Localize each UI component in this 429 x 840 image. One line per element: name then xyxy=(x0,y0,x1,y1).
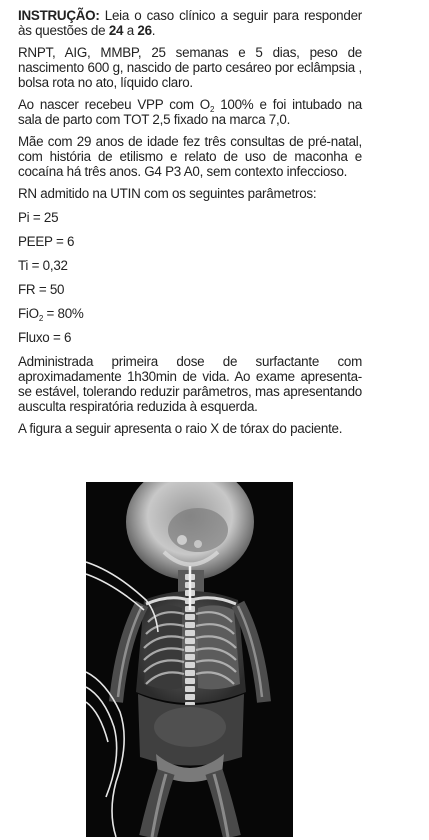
xray-caption: A figura a seguir apresenta o raio X de tórax do paciente. xyxy=(18,421,343,436)
birth-resuscitation-end: 100% e foi intubado na sala de parto com TOT 2,5 fixado na marca 7,0. xyxy=(18,97,362,127)
instruction-paragraph xyxy=(18,8,362,38)
instruction-end: . xyxy=(151,23,156,38)
param-fio2-subscript: 2 xyxy=(38,314,44,323)
birth-resuscitation-start: Ao nascer recebeu VPP com O xyxy=(18,97,210,112)
chest-xray-image xyxy=(86,482,293,837)
param-fio2-label: FiO xyxy=(18,306,39,321)
param-peep: PEEP = 6 xyxy=(18,234,75,249)
maternal-history: Mãe com 29 anos de idade fez três consultas de pré-natal, com história de etilismo e relato de uso de maconha e cocaína há três anos. G4 P3 A0, sem contexto infeccioso. xyxy=(18,134,362,179)
param-fluxo: Fluxo = 6 xyxy=(18,330,72,345)
instruction-heading: INSTRUÇÃO: xyxy=(18,8,100,23)
instruction-text: Leia o caso clínico a seguir para responder às questões de xyxy=(18,8,362,38)
question-start-number: 24 xyxy=(108,23,124,38)
surfactant-exam: Administrada primeira dose de surfactante com aproximadamente 1h30min de vida. Ao exame apresenta-se estável, tolerando reduzir parâmetros, mas apresentando ausculta respiratória reduzida à esquerda. xyxy=(18,354,362,414)
clinical-case-text xyxy=(18,8,362,443)
param-fr: FR = 50 xyxy=(18,282,65,297)
param-ti: Ti = 0,32 xyxy=(18,258,68,273)
oxygen-subscript: 2 xyxy=(209,105,215,114)
patient-summary: RNPT, AIG, MMBP, 25 semanas e 5 dias, peso de nascimento 600 g, nascido de parto cesáreo por eclâmpsia , bolsa rota no ato, líquido claro. xyxy=(18,45,362,90)
param-fio2-value: = 80% xyxy=(43,306,84,321)
instruction-connector: a xyxy=(126,23,134,38)
chest-xray-figure xyxy=(86,482,293,837)
param-pi: Pi = 25 xyxy=(18,210,59,225)
param-fio2 xyxy=(18,306,362,321)
admission-intro: RN admitido na UTIN com os seguintes parâmetros: xyxy=(18,186,317,201)
birth-resuscitation xyxy=(18,97,362,127)
question-end-number: 26 xyxy=(137,23,152,38)
